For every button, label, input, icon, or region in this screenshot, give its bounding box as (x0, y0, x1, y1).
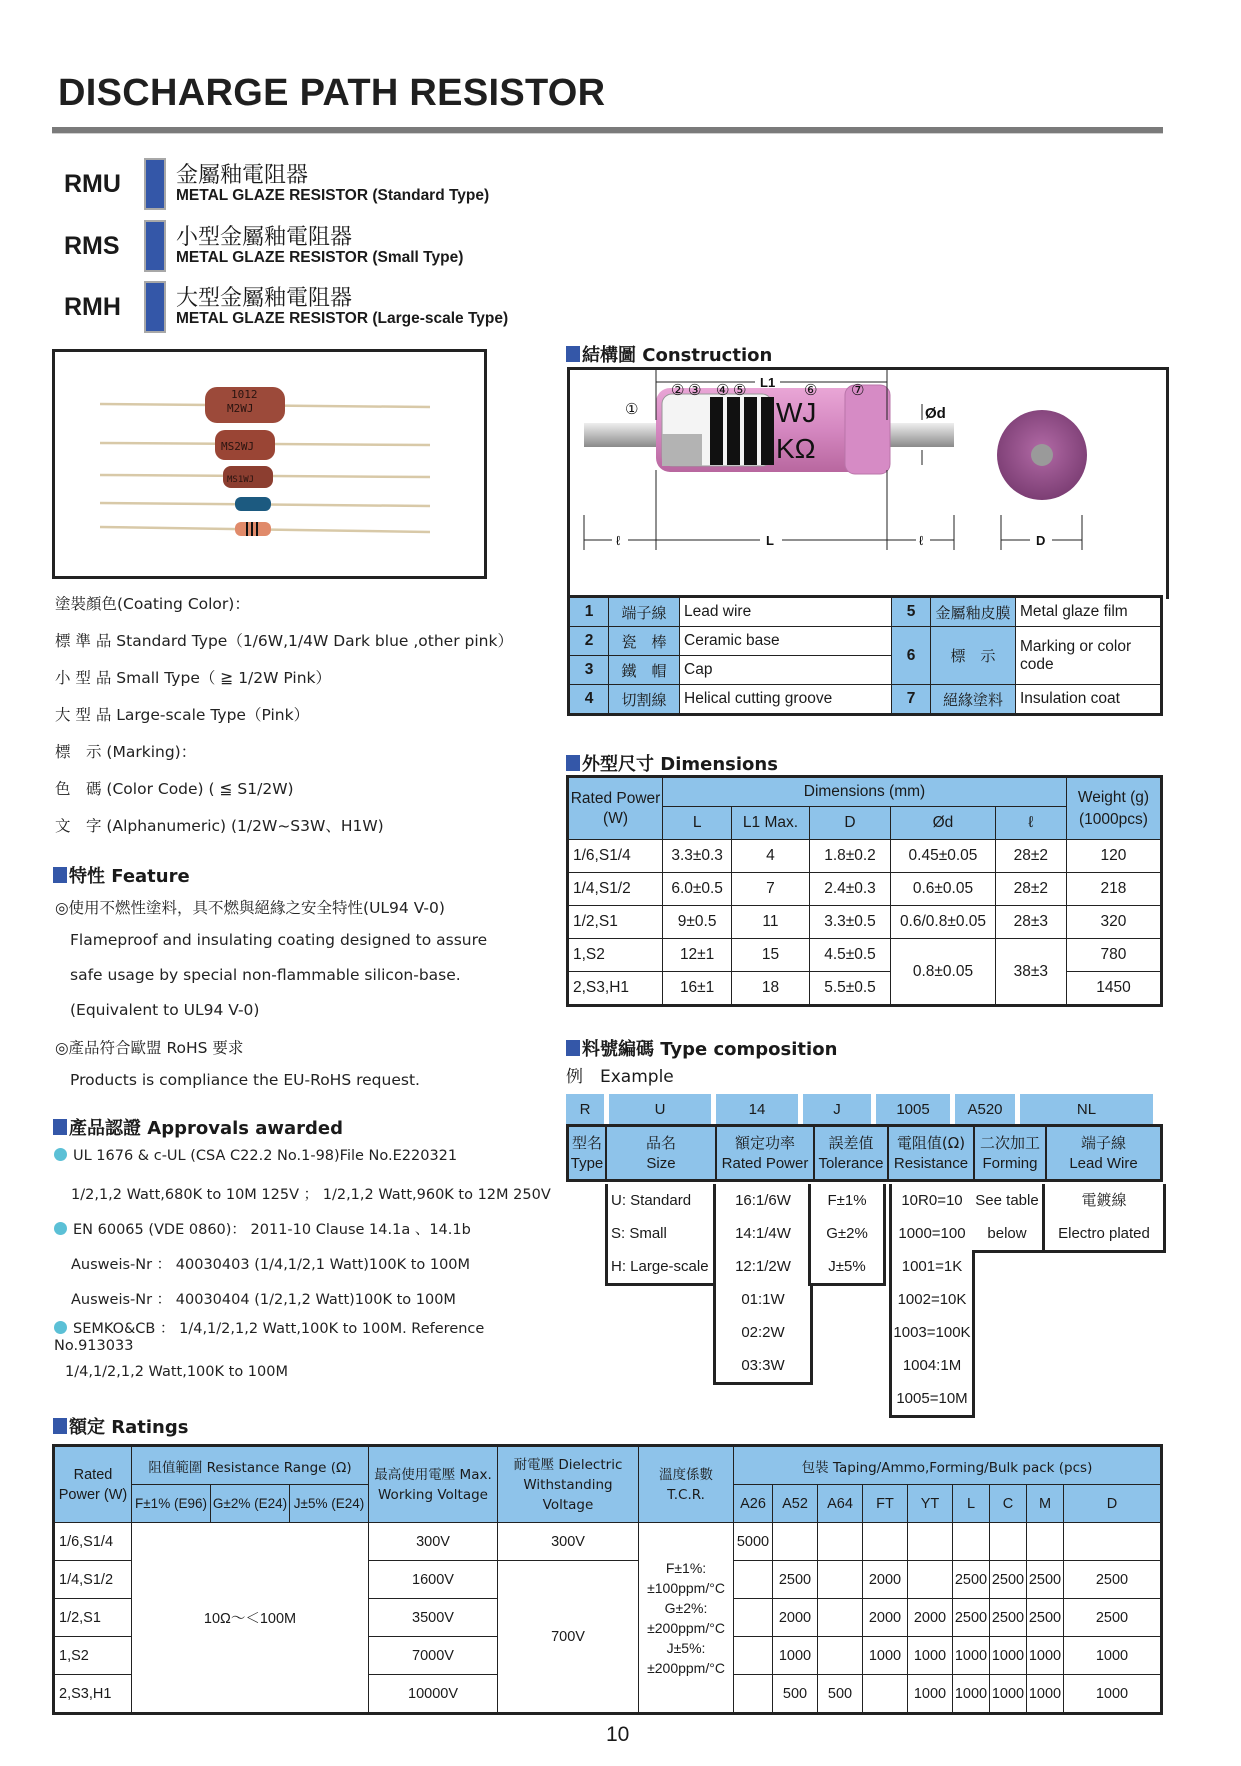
part-num: 2 (569, 627, 609, 656)
coating-line: 塗裝顏色(Coating Color)： (55, 595, 250, 613)
callout-5: ⑤ (733, 381, 747, 399)
section-marker (53, 1119, 67, 1135)
series-en: METAL GLAZE RESISTOR (Standard Type) (176, 187, 490, 204)
dimensions-table (566, 775, 1163, 1007)
table-row: 2,S3,H1 10000V 500 500 1000 1000 1000 1000 1000 (54, 1675, 1162, 1714)
section-marker (566, 755, 580, 771)
part-num: 7 (892, 685, 931, 715)
col-ft: FT (863, 1485, 908, 1523)
example-label: 例 Example (566, 1067, 674, 1087)
part-num: 1 (569, 597, 609, 627)
table-row: 1/2,S1 9±0.5 11 3.3±0.5 0.6/0.8±0.05 28±3 320 (568, 906, 1162, 939)
example-code: J (803, 1094, 871, 1124)
col-D: D (809, 807, 891, 840)
coating-line: 標 準 品 Standard Type（1/6W,1/4W Dark blue ,other pink） (55, 632, 513, 650)
series-zh: 小型金屬釉電阻器 (176, 225, 353, 250)
part-zh: 絕緣塗料 (931, 685, 1016, 715)
bullet-icon (54, 1321, 67, 1334)
example-code: R (566, 1094, 604, 1124)
approvals-heading: 產品認證 Approvals awarded (53, 1114, 343, 1140)
feature-line: safe usage by special non-flammable silicon-base. (70, 966, 461, 984)
col-a26: A26 (734, 1485, 773, 1523)
part-en: Cap (680, 656, 892, 685)
series-marker (144, 158, 166, 210)
coating-line: 大 型 品 Large-scale Type（Pink） (55, 706, 310, 724)
callout-3: ③ (688, 381, 702, 399)
part-en: Ceramic base (680, 627, 892, 656)
part-zh: 切割線 (609, 685, 680, 715)
marking-top: WJ (776, 397, 817, 428)
construction-diagram (567, 367, 1169, 599)
table-row: 1,S2 7000V 1000 1000 1000 1000 1000 1000 1000 (54, 1637, 1162, 1675)
resistor-blue (235, 497, 271, 511)
col-packing: 包裝 Taping/Ammo,Forming/Bulk pack (pcs) (734, 1446, 1162, 1485)
marking-bottom: KΩ (776, 433, 816, 464)
lead-options: 電鍍線 Electro plated (1042, 1184, 1166, 1253)
lead-wire-right (886, 423, 954, 447)
coating-line: 小 型 品 Small Type（ ≧ 1/2W Pink） (55, 669, 332, 687)
col-rated-power: Rated Power (W) (54, 1446, 132, 1523)
series-en: METAL GLAZE RESISTOR (Small Type) (176, 249, 464, 266)
construction-heading: 結構圖 Construction (566, 341, 772, 367)
table-row: 1/4,S1/2 1600V 700V 2500 2000 2500 2500 2500 2500 (54, 1561, 1162, 1599)
marking-line: 文 字 (Alphanumeric) (1/2W~S3W、H1W) (55, 817, 384, 835)
section-marker (53, 1418, 67, 1434)
part-zh: 端子線 (609, 597, 680, 627)
product-photo (52, 349, 487, 579)
approval-detail: No.913033 (54, 1338, 134, 1354)
page-number: 10 (606, 1723, 630, 1746)
dim-label-l-right: ℓ (919, 533, 924, 548)
col-a64: A64 (818, 1485, 863, 1523)
col-d: D (1064, 1485, 1162, 1523)
table-row: 1/2,S1 3500V 2000 2000 2000 2500 2500 2500 2500 (54, 1599, 1162, 1637)
dim-label-d: Ød (925, 405, 946, 422)
col-c: C (990, 1485, 1027, 1523)
power-options: 16:1/6W 14:1/4W 12:1/2W 01:1W 02:2W 03:3W (713, 1184, 813, 1385)
section-marker (53, 867, 67, 883)
tolerance-options: F±1% G±2% J±5% (808, 1184, 886, 1286)
resistance-range-value: 10Ω～＜100M (132, 1523, 369, 1714)
approval-detail: 1/2,1,2 Watt,680K to 10M 125V ； 1/2,1,2 Watt,960K to 12M 250V (71, 1187, 551, 1203)
series-rmu (64, 158, 624, 210)
type-composition-heading: 料號編碼 Type composition (566, 1035, 837, 1061)
marking-line: 標 示 (Marking)： (55, 743, 197, 761)
resistor-cutaway-diagram (570, 370, 1166, 599)
metal-cap (662, 434, 702, 466)
feature-list (55, 896, 487, 1106)
table-row: 1/6,S1/4 10Ω～＜100M 300V 300V F±1%: ±100ppm/°C G±2%: ±200ppm/°C J±5%: ±200ppm/°C 5000 (54, 1523, 1162, 1561)
example-code: A520 (955, 1094, 1015, 1124)
col-m: M (1027, 1485, 1064, 1523)
callout-7: ⑦ (851, 381, 865, 399)
page-title: DISCHARGE PATH RESISTOR (58, 72, 606, 114)
table-row: 1/6,S1/4 3.3±0.3 4 1.8±0.2 0.45±0.05 28±2 120 (568, 840, 1162, 873)
example-code: 1005 (876, 1094, 950, 1124)
col-rated-power: Rated Power (W) (568, 777, 663, 840)
col-weight: Weight (g) (1000pcs) (1066, 777, 1161, 840)
photo-mark: MS2WJ (221, 440, 255, 453)
series-rmh (64, 281, 624, 333)
bullet-icon (54, 1222, 67, 1235)
series-en: METAL GLAZE RESISTOR (Large-scale Type) (176, 310, 509, 327)
series-zh: 金屬釉電阻器 (176, 163, 309, 188)
resistors-illustration (55, 352, 484, 576)
approval-detail: Ausweis-Nr ： 40030404 (1/2,1,2 Watt)100K to 100M (71, 1292, 456, 1308)
col-resistance-range: 阻值範圍 Resistance Range (Ω) (132, 1446, 369, 1485)
feature-line: (Equivalent to UL94 V-0) (70, 1001, 260, 1019)
col-yt: YT (908, 1485, 953, 1523)
photo-mark: 1012 (231, 388, 258, 401)
col-max-voltage: 最高使用電壓 Max. Working Voltage (369, 1446, 498, 1523)
feature-line: ◎產品符合歐盟 RoHS 要求 (55, 1039, 244, 1057)
feature-line: Flameproof and insulating coating designed to assure (70, 931, 488, 949)
ratings-heading: 額定 Ratings (53, 1413, 188, 1439)
approval-detail: Ausweis-Nr ： 40030403 (1/4,1/2,1 Watt)100K to 100M (71, 1257, 471, 1273)
part-zh: 鐵 帽 (609, 656, 680, 685)
series-code: RMH (64, 293, 121, 321)
dimensions-heading: 外型尺寸 Dimensions (566, 750, 778, 776)
part-num: 6 (892, 627, 931, 685)
part-en: Lead wire (680, 597, 892, 627)
part-num: 3 (569, 656, 609, 685)
lead-wire-left (584, 423, 664, 447)
table-row: 1/4,S1/2 6.0±0.5 7 2.4±0.3 0.6±0.05 28±2 218 (568, 873, 1162, 906)
field-resistance: 電阻值(Ω) Resistance (888, 1126, 974, 1181)
col-l: L (953, 1485, 990, 1523)
tcr-value: F±1%: ±100ppm/°C G±2%: ±200ppm/°C J±5%: ±200ppm/°C (639, 1523, 734, 1714)
part-num: 5 (892, 597, 931, 627)
col-tcr: 溫度係數 T.C.R. (639, 1446, 734, 1523)
feature-heading: 特性 Feature (53, 862, 190, 888)
photo-mark: MS1WJ (227, 475, 255, 485)
table-row: 1,S2 12±1 15 4.5±0.5 0.8±0.05 38±3 780 (568, 939, 1162, 972)
approval-item: EN 60065 (VDE 0860)： 2011-10 Clause 14.1a 、14.1b (54, 1218, 551, 1253)
col-L: L (663, 807, 732, 840)
dim-label-L1: L1 (760, 375, 776, 390)
series-code: RMS (64, 232, 120, 260)
part-zh: 標 示 (931, 627, 1016, 685)
col-l: ℓ (995, 807, 1066, 840)
coating-list (55, 592, 513, 851)
field-tolerance: 誤差值 Tolerance (814, 1126, 888, 1181)
series-rms (64, 220, 624, 272)
section-marker (566, 1040, 580, 1056)
col-d: Ød (891, 807, 995, 840)
col-dielectric: 耐電壓 Dielectric Withstanding Voltage (498, 1446, 639, 1523)
marking-line: 色 碼 (Color Code) ( ≦ S1/2W) (55, 780, 294, 798)
callout-6: ⑥ (804, 381, 818, 399)
construction-parts-table (567, 595, 1163, 716)
approvals-list (54, 1148, 551, 1390)
part-en: Marking or color code (1016, 627, 1162, 685)
field-lead-wire: 端子線 Lead Wire (1046, 1126, 1162, 1181)
size-options: U: Standard S: Small H: Large-scale (605, 1184, 719, 1286)
approval-detail: 1/4,1/2,1,2 Watt,100K to 100M (65, 1364, 288, 1380)
series-zh: 大型金屬釉電阻器 (176, 286, 353, 311)
col-g2: G±2% (E24) (211, 1485, 290, 1523)
dim-label-D: D (1036, 533, 1046, 548)
col-a52: A52 (773, 1485, 818, 1523)
field-forming: 二次加工 Forming (974, 1126, 1046, 1181)
col-dimensions: Dimensions (mm) (663, 777, 1067, 807)
part-en: Insulation coat (1016, 685, 1162, 715)
resistance-options: 10R0=10 1000=100 1001=1K 1002=10K 1003=100K 1004:1M 1005=10M (889, 1184, 975, 1418)
feature-line: Products is compliance the EU-RoHS request. (70, 1071, 420, 1089)
example-code: U (609, 1094, 711, 1124)
section-marker (566, 346, 580, 362)
dim-label-L: L (766, 533, 774, 548)
series-marker (144, 220, 166, 272)
table-row: 2,S3,H1 16±1 18 5.5±0.5 1450 (568, 972, 1162, 1006)
field-size: 品名 Size (606, 1126, 716, 1181)
col-f1: F±1% (E96) (132, 1485, 211, 1523)
example-code-row (561, 1094, 1158, 1124)
part-en: Helical cutting groove (680, 685, 892, 715)
photo-mark: M2WJ (227, 402, 254, 415)
callout-4: ④ (716, 381, 730, 399)
part-zh: 金屬釉皮膜 (931, 597, 1016, 627)
field-type: 型名 Type (568, 1126, 607, 1181)
col-L1: L1 Max. (732, 807, 809, 840)
dim-label-l-left: ℓ (616, 533, 621, 548)
bullet-icon (54, 1148, 67, 1161)
part-num: 4 (569, 685, 609, 715)
ratings-table (52, 1444, 1163, 1715)
part-en: Metal glaze film (1016, 597, 1162, 627)
callout-2: ② (671, 381, 685, 399)
part-zh: 瓷 棒 (609, 627, 680, 656)
title-rule (52, 127, 1163, 134)
approval-item: SEMKO&CB ： 1/4,1/2,1,2 Watt,100K to 100M. Reference (54, 1317, 551, 1338)
example-code: NL (1020, 1094, 1153, 1124)
callout-1: ① (625, 400, 639, 418)
col-j5: J±5% (E24) (290, 1485, 369, 1523)
feature-line: ◎使用不燃性塗料，具不燃與絕緣之安全特性(UL94 V-0) (55, 899, 445, 917)
end-view-lead (1031, 444, 1053, 466)
series-code: RMU (64, 170, 121, 198)
example-code: 14 (716, 1094, 798, 1124)
field-rated-power: 額定功率 Rated Power (716, 1126, 814, 1181)
forming-options: See table below (972, 1184, 1045, 1253)
type-fields-row (566, 1124, 1163, 1182)
approval-item: UL 1676 & c-UL (CSA C22.2 No.1-98)File No.E220321 (54, 1148, 551, 1183)
series-marker (144, 281, 166, 333)
